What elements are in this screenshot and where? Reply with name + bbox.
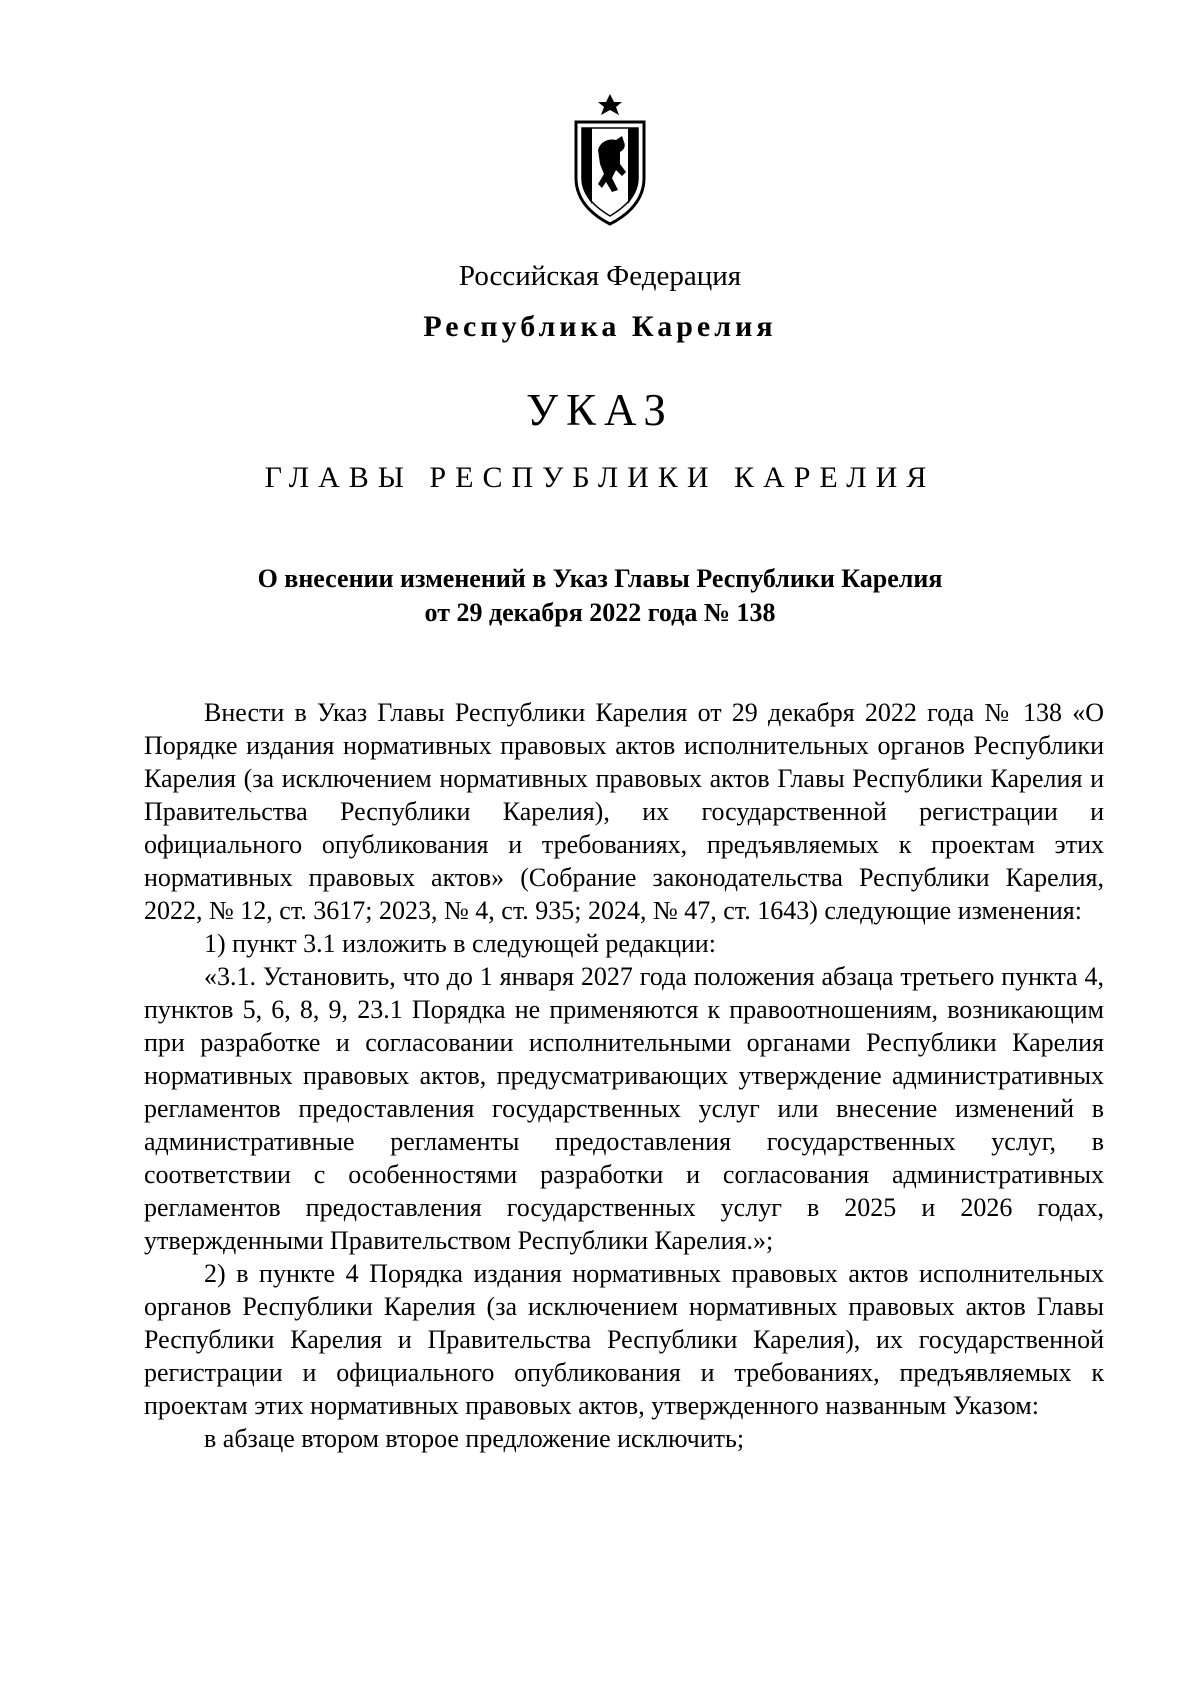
decree-title-line-2: от 29 декабря 2022 года № 138 [424,598,776,627]
federation-name: Российская Федерация [458,260,742,292]
paragraph: «3.1. Установить, что до 1 января 2027 года положения абзаца третьего пункта 4, пунктов 5, 6, 8, 9, 23.1 Порядка не применяются к правоотношениям, возникающим при разработке и согласовании исполнительными органами Республики Карелия нормативных правовых актов, предусматривающих утверждение административных регламентов предоставления государственных услуг или внесение изменений в административные регламенты предоставления государственных услуг, в соответствии с особенностями разработки и согласования административных регламентов предоставления государственных услуг в 2025 и 2026 годах, утвержденными Правительством Республики Карелия.»; [144,962,1104,1255]
paragraph: 1) пункт 3.1 изложить в следующей редакции: [204,929,716,958]
issuer-title: ГЛАВЫ РЕСПУБЛИКИ КАРЕЛИЯ [264,461,936,494]
paragraph: 2) в пункте 4 Порядка издания нормативных правовых актов исполнительных органов Республики Карелия (за исключением нормативных правовых актов Главы Республики Карелия и Правительства Республики Карелия), их государственной регистрации и официального опубликования и требованиях, предъявляемых к проектам этих нормативных правовых актов, утвержденного названным Указом: [144,1259,1104,1420]
karelia-coat-of-arms-icon [570,92,650,226]
document-type: УКАЗ [526,385,674,435]
decree-body [144,696,1104,1455]
paragraph: Внести в Указ Главы Республики Карелия от 29 декабря 2022 года № 138 «О Порядке издания нормативных правовых актов исполнительных органов Республики Карелия (за исключением нормативных правовых актов Главы Республики Карелия и Правительства Республики Карелия), их государственной регистрации и официального опубликования и требованиях, предъявляемых к проектам этих нормативных правовых актов» (Собрание законодательства Республики Карелия, 2022, № 12, ст. 3617; 2023, № 4, ст. 935; 2024, № 47, ст. 1643) следующие изменения: [144,698,1104,925]
decree-title-line-1: О внесении изменений в Указ Главы Республики Карелия [257,564,943,593]
republic-name: Республика Карелия [423,310,777,343]
paragraph: в абзаце втором второе предложение исключить; [204,1424,745,1453]
decree-title [0,562,1200,630]
